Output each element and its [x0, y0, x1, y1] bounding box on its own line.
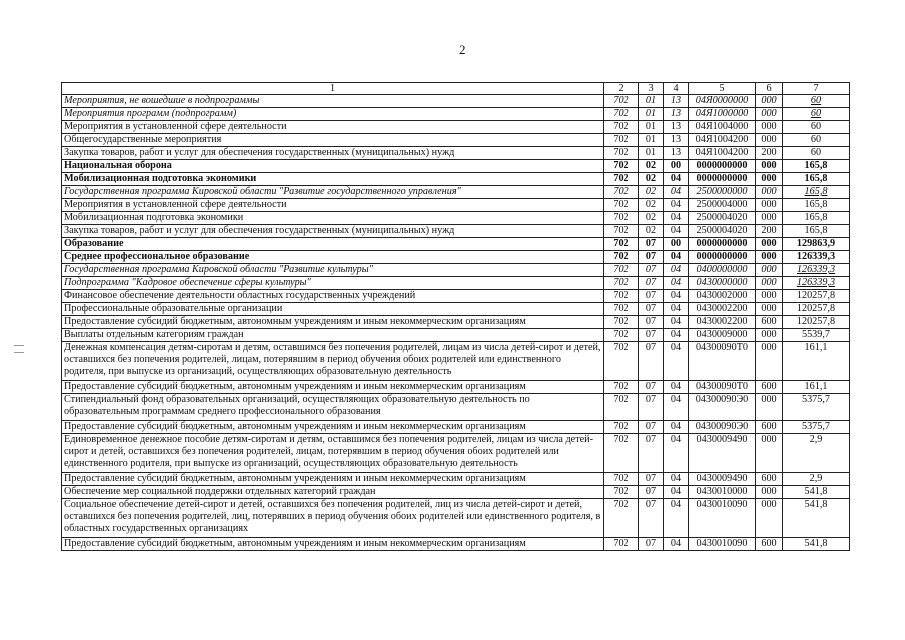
target-article-cell: 0430009490 — [689, 473, 756, 486]
subsection-cell: 04 — [664, 434, 689, 473]
ved-cell: 702 — [604, 434, 639, 473]
target-article-cell: 04300090Т0 — [689, 342, 756, 381]
expense-type-cell: 600 — [756, 421, 783, 434]
name-cell: Профессиональные образовательные организации — [62, 303, 604, 316]
table-row — [62, 95, 850, 108]
ved-cell: 702 — [604, 290, 639, 303]
target-article-cell: 2500000000 — [689, 186, 756, 199]
subsection-cell: 13 — [664, 108, 689, 121]
name-cell: Предоставление субсидий бюджетным, автономным учреждениям и иным некоммерческим организациям — [62, 473, 604, 486]
subsection-cell: 04 — [664, 264, 689, 277]
ved-cell: 702 — [604, 277, 639, 290]
section-cell: 07 — [639, 238, 664, 251]
target-article-cell: 04Я1004200 — [689, 147, 756, 160]
expense-type-cell: 000 — [756, 264, 783, 277]
table-row — [62, 303, 850, 316]
ved-cell: 702 — [604, 121, 639, 134]
amount-cell: 60 — [783, 121, 850, 134]
target-article-cell: 04300090Э0 — [689, 421, 756, 434]
name-cell: Мероприятия в установленной сфере деятельности — [62, 199, 604, 212]
subsection-cell: 04 — [664, 421, 689, 434]
target-article-cell: 0430009000 — [689, 329, 756, 342]
subsection-cell: 13 — [664, 121, 689, 134]
amount-cell: 541,8 — [783, 499, 850, 538]
section-cell: 07 — [639, 499, 664, 538]
target-article-cell: 0000000000 — [689, 238, 756, 251]
ved-cell: 702 — [604, 238, 639, 251]
table-row — [62, 121, 850, 134]
section-cell: 07 — [639, 342, 664, 381]
name-cell: Мероприятия, не вошедшие в подпрограммы — [62, 95, 604, 108]
amount-cell: 120257,8 — [783, 290, 850, 303]
target-article-cell: 0430009490 — [689, 434, 756, 473]
ved-cell: 702 — [604, 160, 639, 173]
name-cell: Мобилизационная подготовка экономики — [62, 212, 604, 225]
subsection-cell: 04 — [664, 290, 689, 303]
section-cell: 07 — [639, 290, 664, 303]
table-row — [62, 473, 850, 486]
name-cell: Предоставление субсидий бюджетным, автономным учреждениям и иным некоммерческим организациям — [62, 538, 604, 551]
table-row — [62, 394, 850, 421]
subsection-cell: 04 — [664, 394, 689, 421]
amount-cell: 126339,3 — [783, 277, 850, 290]
section-cell: 02 — [639, 199, 664, 212]
amount-cell: 161,1 — [783, 381, 850, 394]
subsection-cell: 04 — [664, 251, 689, 264]
name-cell: Подпрограмма "Кадровое обеспечение сферы культуры" — [62, 277, 604, 290]
table-row — [62, 199, 850, 212]
target-article-cell: 04300090Э0 — [689, 394, 756, 421]
subsection-cell: 13 — [664, 134, 689, 147]
table-row — [62, 499, 850, 538]
expense-type-cell: 000 — [756, 108, 783, 121]
ved-cell: 702 — [604, 134, 639, 147]
section-cell: 01 — [639, 134, 664, 147]
amount-cell: 60 — [783, 147, 850, 160]
subsection-cell: 04 — [664, 342, 689, 381]
section-cell: 07 — [639, 303, 664, 316]
section-cell: 01 — [639, 95, 664, 108]
name-cell: Стипендиальный фонд образовательных организаций, осуществляющих образовательную деятельность по образовательным программам среднего профессионального образования — [62, 394, 604, 421]
name-cell: Социальное обеспечение детей-сирот и детей, оставшихся без попечения родителей, лиц из числа детей-сирот и детей, оставшихся без попечения родителей, лиц, потерявших в период обучения обоих родителей или единственного родителя, в областных государственных организациях — [62, 499, 604, 538]
ved-cell: 702 — [604, 421, 639, 434]
expense-type-cell: 000 — [756, 290, 783, 303]
ved-cell: 702 — [604, 186, 639, 199]
ved-cell: 702 — [604, 486, 639, 499]
amount-cell: 161,1 — [783, 342, 850, 381]
table-row — [62, 160, 850, 173]
expense-type-cell: 600 — [756, 316, 783, 329]
ved-cell: 702 — [604, 264, 639, 277]
amount-cell: 60 — [783, 95, 850, 108]
section-cell: 07 — [639, 538, 664, 551]
header-cell-7: 7 — [783, 83, 850, 95]
amount-cell: 165,8 — [783, 160, 850, 173]
section-cell: 07 — [639, 421, 664, 434]
expense-type-cell: 000 — [756, 121, 783, 134]
ved-cell: 702 — [604, 225, 639, 238]
table-row — [62, 238, 850, 251]
expense-type-cell: 000 — [756, 160, 783, 173]
ved-cell: 702 — [604, 394, 639, 421]
expense-type-cell: 000 — [756, 186, 783, 199]
target-article-cell: 2500004020 — [689, 212, 756, 225]
page-number: 2 — [459, 42, 466, 57]
ved-cell: 702 — [604, 329, 639, 342]
section-cell: 02 — [639, 173, 664, 186]
subsection-cell: 13 — [664, 147, 689, 160]
expense-type-cell: 600 — [756, 381, 783, 394]
table-row — [62, 186, 850, 199]
header-row — [62, 83, 850, 95]
subsection-cell: 04 — [664, 486, 689, 499]
amount-cell: 165,8 — [783, 186, 850, 199]
subsection-cell: 04 — [664, 199, 689, 212]
target-article-cell: 2500004020 — [689, 225, 756, 238]
header-cell-4: 4 — [664, 83, 689, 95]
amount-cell: 165,8 — [783, 173, 850, 186]
section-cell: 07 — [639, 486, 664, 499]
section-cell: 07 — [639, 329, 664, 342]
amount-cell: 120257,8 — [783, 316, 850, 329]
section-cell: 02 — [639, 212, 664, 225]
expense-type-cell: 000 — [756, 486, 783, 499]
expense-type-cell: 600 — [756, 473, 783, 486]
ved-cell: 702 — [604, 108, 639, 121]
section-cell: 07 — [639, 473, 664, 486]
name-cell: Обеспечение мер социальной поддержки отдельных категорий граждан — [62, 486, 604, 499]
target-article-cell: 04Я1004000 — [689, 121, 756, 134]
amount-cell: 541,8 — [783, 486, 850, 499]
budget-table — [61, 82, 850, 551]
expense-type-cell: 000 — [756, 238, 783, 251]
expense-type-cell: 000 — [756, 434, 783, 473]
header-cell-6: 6 — [756, 83, 783, 95]
target-article-cell: 0000000000 — [689, 251, 756, 264]
subsection-cell: 04 — [664, 186, 689, 199]
amount-cell: 165,8 — [783, 225, 850, 238]
expense-type-cell: 000 — [756, 303, 783, 316]
expense-type-cell: 000 — [756, 329, 783, 342]
amount-cell: 60 — [783, 108, 850, 121]
section-cell: 07 — [639, 381, 664, 394]
ved-cell: 702 — [604, 342, 639, 381]
section-cell: 07 — [639, 394, 664, 421]
target-article-cell: 2500004000 — [689, 199, 756, 212]
subsection-cell: 04 — [664, 316, 689, 329]
expense-type-cell: 600 — [756, 538, 783, 551]
table-row — [62, 316, 850, 329]
subsection-cell: 04 — [664, 277, 689, 290]
amount-cell: 126339,3 — [783, 264, 850, 277]
name-cell: Среднее профессиональное образование — [62, 251, 604, 264]
subsection-cell: 00 — [664, 160, 689, 173]
name-cell: Общегосударственные мероприятия — [62, 134, 604, 147]
expense-type-cell: 200 — [756, 225, 783, 238]
name-cell: Предоставление субсидий бюджетным, автономным учреждениям и иным некоммерческим организациям — [62, 381, 604, 394]
target-article-cell: 04300090Т0 — [689, 381, 756, 394]
target-article-cell: 0430002000 — [689, 290, 756, 303]
table-row — [62, 434, 850, 473]
expense-type-cell: 000 — [756, 199, 783, 212]
ved-cell: 702 — [604, 473, 639, 486]
amount-cell: 5375,7 — [783, 394, 850, 421]
ved-cell: 702 — [604, 147, 639, 160]
expense-type-cell: 000 — [756, 342, 783, 381]
expense-type-cell: 000 — [756, 173, 783, 186]
target-article-cell: 0000000000 — [689, 173, 756, 186]
table-body — [62, 83, 850, 551]
ved-cell: 702 — [604, 381, 639, 394]
section-cell: 07 — [639, 434, 664, 473]
name-cell: Государственная программа Кировской области "Развитие государственного управления" — [62, 186, 604, 199]
header-cell-3: 3 — [639, 83, 664, 95]
target-article-cell: 0430010090 — [689, 499, 756, 538]
ved-cell: 702 — [604, 173, 639, 186]
ved-cell: 702 — [604, 251, 639, 264]
table-row — [62, 329, 850, 342]
header-cell-1: 1 — [62, 83, 604, 95]
header-cell-5: 5 — [689, 83, 756, 95]
ved-cell: 702 — [604, 199, 639, 212]
name-cell: Мобилизационная подготовка экономики — [62, 173, 604, 186]
table-row — [62, 212, 850, 225]
subsection-cell: 04 — [664, 473, 689, 486]
table-row — [62, 147, 850, 160]
table-row — [62, 264, 850, 277]
name-cell: Выплаты отдельным категориям граждан — [62, 329, 604, 342]
ved-cell: 702 — [604, 212, 639, 225]
name-cell: Денежная компенсация детям-сиротам и детям, оставшимся без попечения родителей, лицам из числа детей-сирот и детей, оставшихся без попечения родителей, лицам, потерявшим в период обучения обоих родителей или единственного родителя, при выпуске из организаций, осуществляющих образовательную деятельность — [62, 342, 604, 381]
amount-cell: 2,9 — [783, 434, 850, 473]
expense-type-cell: 000 — [756, 134, 783, 147]
target-article-cell: 0000000000 — [689, 160, 756, 173]
subsection-cell: 04 — [664, 303, 689, 316]
expense-type-cell: 000 — [756, 212, 783, 225]
target-article-cell: 04Я1004200 — [689, 134, 756, 147]
target-article-cell: 04Я0000000 — [689, 95, 756, 108]
expense-type-cell: 200 — [756, 147, 783, 160]
table-row — [62, 108, 850, 121]
subsection-cell: 04 — [664, 225, 689, 238]
ved-cell: 702 — [604, 303, 639, 316]
table-row — [62, 173, 850, 186]
expense-type-cell: 000 — [756, 277, 783, 290]
section-cell: 01 — [639, 108, 664, 121]
name-cell: Мероприятия программ (подпрограмм) — [62, 108, 604, 121]
amount-cell: 5375,7 — [783, 421, 850, 434]
header-cell-2: 2 — [604, 83, 639, 95]
expense-type-cell: 000 — [756, 499, 783, 538]
target-article-cell: 0430002200 — [689, 316, 756, 329]
ved-cell: 702 — [604, 95, 639, 108]
section-cell: 02 — [639, 186, 664, 199]
name-cell: Мероприятия в установленной сфере деятельности — [62, 121, 604, 134]
name-cell: Закупка товаров, работ и услуг для обеспечения государственных (муниципальных) нужд — [62, 225, 604, 238]
amount-cell: 60 — [783, 134, 850, 147]
section-cell: 07 — [639, 277, 664, 290]
target-article-cell: 0430002200 — [689, 303, 756, 316]
amount-cell: 129863,9 — [783, 238, 850, 251]
target-article-cell: 0430000000 — [689, 277, 756, 290]
section-cell: 02 — [639, 225, 664, 238]
ved-cell: 702 — [604, 538, 639, 551]
table-row — [62, 225, 850, 238]
section-cell: 02 — [639, 160, 664, 173]
subsection-cell: 04 — [664, 173, 689, 186]
amount-cell: 2,9 — [783, 473, 850, 486]
amount-cell: 120257,8 — [783, 303, 850, 316]
subsection-cell: 04 — [664, 329, 689, 342]
name-cell: Государственная программа Кировской области "Развитие культуры" — [62, 264, 604, 277]
name-cell: Закупка товаров, работ и услуг для обеспечения государственных (муниципальных) нужд — [62, 147, 604, 160]
expense-type-cell: 000 — [756, 251, 783, 264]
subsection-cell: 04 — [664, 212, 689, 225]
ved-cell: 702 — [604, 316, 639, 329]
section-cell: 01 — [639, 147, 664, 160]
subsection-cell: 13 — [664, 95, 689, 108]
table-row — [62, 381, 850, 394]
section-cell: 07 — [639, 316, 664, 329]
subsection-cell: 04 — [664, 381, 689, 394]
section-cell: 07 — [639, 251, 664, 264]
table-row — [62, 421, 850, 434]
table-row — [62, 290, 850, 303]
name-cell: Единовременное денежное пособие детям-сиротам и детям, оставшимся без попечения родителей, лицам из числа детей-сирот и детей, оставшихся без попечения родителей, лицам, потерявшим в период обучения обоих родителей или единственного родителя, при выпуске из организаций, осуществляющих образовательную деятельность — [62, 434, 604, 473]
expense-type-cell: 000 — [756, 95, 783, 108]
section-cell: 07 — [639, 264, 664, 277]
amount-cell: 5539,7 — [783, 329, 850, 342]
subsection-cell: 04 — [664, 499, 689, 538]
table-row — [62, 134, 850, 147]
ved-cell: 702 — [604, 499, 639, 538]
scan-mark — [14, 345, 24, 346]
target-article-cell: 04Я1000000 — [689, 108, 756, 121]
name-cell: Национальная оборона — [62, 160, 604, 173]
target-article-cell: 0430010090 — [689, 538, 756, 551]
name-cell: Финансовое обеспечение деятельности областных государственных учреждений — [62, 290, 604, 303]
scan-mark — [14, 352, 24, 353]
section-cell: 01 — [639, 121, 664, 134]
subsection-cell: 04 — [664, 538, 689, 551]
table-row — [62, 486, 850, 499]
table-row — [62, 251, 850, 264]
table-row — [62, 342, 850, 381]
name-cell: Образование — [62, 238, 604, 251]
amount-cell: 165,8 — [783, 199, 850, 212]
amount-cell: 541,8 — [783, 538, 850, 551]
target-article-cell: 0400000000 — [689, 264, 756, 277]
table-row — [62, 277, 850, 290]
table-row — [62, 538, 850, 551]
amount-cell: 165,8 — [783, 212, 850, 225]
name-cell: Предоставление субсидий бюджетным, автономным учреждениям и иным некоммерческим организациям — [62, 421, 604, 434]
subsection-cell: 00 — [664, 238, 689, 251]
amount-cell: 126339,3 — [783, 251, 850, 264]
target-article-cell: 0430010000 — [689, 486, 756, 499]
expense-type-cell: 000 — [756, 394, 783, 421]
name-cell: Предоставление субсидий бюджетным, автономным учреждениям и иным некоммерческим организациям — [62, 316, 604, 329]
